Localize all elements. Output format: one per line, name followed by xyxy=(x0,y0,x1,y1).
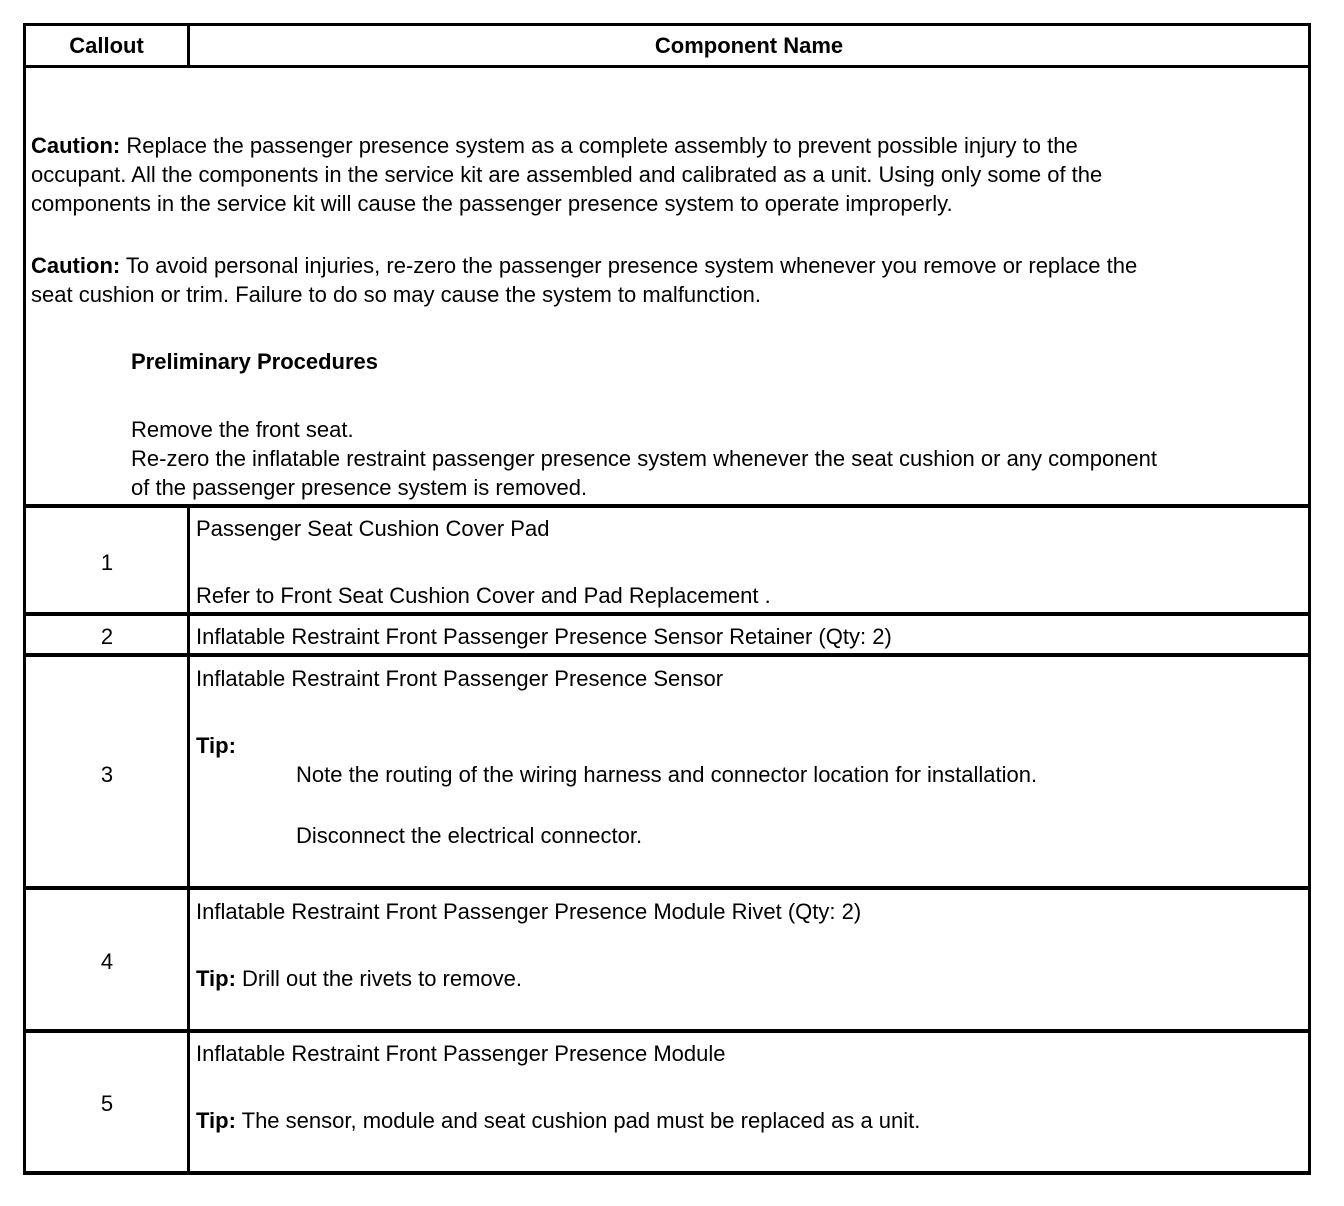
header-divider xyxy=(23,65,1311,68)
preliminary-step-1: Remove the front seat. xyxy=(131,417,354,442)
component-name: Inflatable Restraint Front Passenger Presence Module xyxy=(196,1041,726,1066)
callout-number: 1 xyxy=(100,550,114,575)
preliminary-step-2-line-2: of the passenger presence system is removed. xyxy=(131,475,588,500)
component-name: Inflatable Restraint Front Passenger Presence Module Rivet (Qty: 2) xyxy=(196,899,862,924)
callout-number: 3 xyxy=(100,762,114,787)
caution-text: To avoid personal injuries, re-zero the passenger presence system whenever you remove or replace the xyxy=(120,253,1138,278)
caution-2-line-2: seat cushion or trim. Failure to do so may cause the system to malfunction. xyxy=(31,282,761,307)
tip-label: Tip: xyxy=(196,966,236,991)
component-name: Passenger Seat Cushion Cover Pad xyxy=(196,516,550,541)
row-divider xyxy=(23,653,1311,657)
callout-number: 5 xyxy=(100,1091,114,1116)
row-divider xyxy=(23,612,1311,616)
tip xyxy=(196,1106,920,1135)
tip-label: Tip: xyxy=(196,733,236,758)
component-name: Inflatable Restraint Front Passenger Presence Sensor xyxy=(196,666,724,691)
tip-label: Tip: xyxy=(196,1108,236,1133)
caution-label: Caution: xyxy=(31,253,121,278)
header-callout: Callout xyxy=(69,33,144,58)
tip-step: Note the routing of the wiring harness and connector location for installation. xyxy=(296,762,1038,787)
row-divider xyxy=(23,1029,1311,1033)
table-border-left xyxy=(23,23,26,1175)
tip xyxy=(196,964,522,993)
intro-divider xyxy=(23,504,1311,508)
header-component-name: Component Name xyxy=(654,33,844,58)
table-border-right xyxy=(1308,23,1311,1175)
callout-number: 2 xyxy=(100,624,114,649)
caution-1-line-2: occupant. All the components in the service kit are assembled and calibrated as a unit. Using only some of the xyxy=(31,162,1103,187)
caution-1 xyxy=(31,131,1078,160)
column-divider xyxy=(187,504,190,1175)
component-name: Inflatable Restraint Front Passenger Presence Sensor Retainer (Qty: 2) xyxy=(196,624,892,649)
preliminary-step-2: Re-zero the inflatable restraint passenger presence system whenever the seat cushion or any component xyxy=(131,446,1158,471)
row-divider xyxy=(23,886,1311,890)
caution-text: Replace the passenger presence system as a complete assembly to prevent possible injury to the xyxy=(120,133,1078,158)
tip-text: The sensor, module and seat cushion pad must be replaced as a unit. xyxy=(235,1108,921,1133)
table-border-bottom xyxy=(23,1171,1311,1175)
tip-step: Disconnect the electrical connector. xyxy=(296,823,643,848)
caution-1-line-3: components in the service kit will cause the passenger presence system to operate improperly. xyxy=(31,191,953,216)
caution-2 xyxy=(31,251,1137,280)
tip-text: Drill out the rivets to remove. xyxy=(235,966,523,991)
caution-label: Caution: xyxy=(31,133,121,158)
table-border-top xyxy=(23,23,1311,26)
preliminary-procedures-title: Preliminary Procedures xyxy=(131,349,379,374)
component-note: Refer to Front Seat Cushion Cover and Pad Replacement . xyxy=(196,583,771,608)
callout-number: 4 xyxy=(100,949,114,974)
